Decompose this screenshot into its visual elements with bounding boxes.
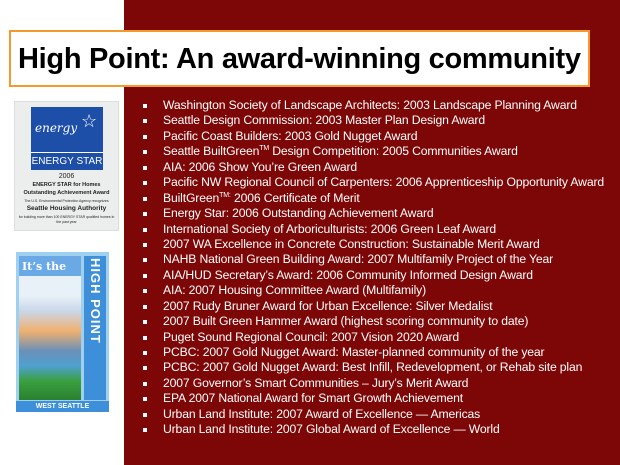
bullet-icon bbox=[143, 135, 147, 139]
award-text: Energy Star: 2006 Outstanding Achievement Award bbox=[163, 206, 434, 221]
award-text: Urban Land Institute: 2007 Global Award of Excellence — World bbox=[163, 422, 500, 437]
award-list-item bbox=[140, 345, 604, 360]
award-text: 2007 WA Excellence in Concrete Construction: Sustainable Merit Award bbox=[163, 236, 540, 251]
bullet-icon bbox=[143, 228, 147, 232]
energy-star-logo bbox=[31, 107, 103, 170]
bullet-icon bbox=[143, 258, 147, 262]
award-text: Urban Land Institute: 2007 Award of Excellence — Americas bbox=[163, 406, 481, 421]
award-year: 2006 bbox=[58, 173, 75, 180]
award-text: NAHB National Green Building Award: 2007 Multifamily Project of the Year bbox=[163, 252, 554, 267]
bullet-icon bbox=[143, 382, 147, 386]
award-text: 2007 Rudy Bruner Award for Urban Excellence: Silver Medalist bbox=[163, 298, 493, 313]
bullet-icon bbox=[143, 197, 147, 201]
award-list-item bbox=[140, 98, 604, 113]
award-text-pre: BuiltGreen bbox=[163, 190, 220, 205]
award-text: Seattle Design Commission: 2003 Master Plan Design Award bbox=[163, 113, 485, 128]
bullet-icon bbox=[143, 212, 147, 216]
award-line-1: ENERGY STAR for Homes bbox=[32, 182, 101, 188]
award-list-item bbox=[140, 144, 604, 159]
bullet-icon bbox=[143, 274, 147, 278]
award-list-item bbox=[140, 299, 604, 314]
bullet-icon bbox=[143, 104, 147, 108]
award-text: Pacific Coast Builders: 2003 Gold Nugget Award bbox=[163, 128, 418, 143]
bullet-icon bbox=[143, 336, 147, 340]
energy-star-award-image bbox=[14, 101, 119, 231]
award-text: AIA: 2006 Show You’re Green Award bbox=[163, 159, 358, 174]
high-point-vertical-text: HIGH POINT bbox=[88, 258, 103, 344]
bullet-icon bbox=[143, 351, 147, 355]
award-organization: Seattle Housing Authority bbox=[26, 205, 107, 212]
award-list-item bbox=[140, 191, 604, 206]
high-point-logo-image bbox=[16, 252, 109, 412]
energy-star-label: ENERGY STAR bbox=[31, 152, 103, 170]
award-text: AIA/HUD Secretary’s Award: 2006 Community Informed Design Award bbox=[163, 267, 533, 282]
award-list-item bbox=[140, 222, 604, 237]
award-text: 2007 Governor’s Smart Communities – Jury’s Merit Award bbox=[163, 375, 469, 390]
title-box bbox=[9, 30, 590, 87]
award-list-item bbox=[140, 314, 604, 329]
award-text: Pacific NW Regional Council of Carpenters: 2006 Apprenticeship Opportunity Award bbox=[163, 175, 604, 190]
award-text: PCBC: 2007 Gold Nugget Award: Master-planned community of the year bbox=[163, 345, 545, 359]
award-list-item bbox=[140, 376, 604, 391]
award-text-pre: Seattle BuiltGreen bbox=[163, 144, 260, 159]
bullet-icon bbox=[143, 150, 147, 154]
award-list-item bbox=[140, 268, 604, 283]
awards-list bbox=[140, 98, 604, 438]
award-text: EPA 2007 National Award for Smart Growth Achievement bbox=[163, 391, 463, 406]
award-text-sup: TM bbox=[259, 145, 270, 153]
award-list-item bbox=[140, 330, 604, 345]
award-list-item bbox=[140, 237, 604, 252]
award-list-item bbox=[140, 206, 604, 221]
award-text-sup: TM: bbox=[219, 191, 231, 199]
award-list-item bbox=[140, 113, 604, 128]
bullet-icon bbox=[143, 320, 147, 324]
award-small-text-2: for building more than 100 ENERGY STAR qualified homes in the past year bbox=[18, 215, 115, 224]
star-icon: ☆ bbox=[81, 111, 98, 131]
bullet-icon bbox=[143, 413, 147, 417]
bullet-icon bbox=[143, 305, 147, 309]
west-seattle-text: WEST SEATTLE bbox=[16, 401, 109, 412]
bullet-icon bbox=[143, 366, 147, 370]
award-list-item bbox=[140, 160, 604, 175]
seattle-illustration bbox=[19, 256, 81, 400]
award-list-item bbox=[140, 422, 604, 437]
award-text-post: Design Competition: 2005 Communities Award bbox=[269, 144, 518, 159]
award-list-item bbox=[140, 407, 604, 422]
award-list-item bbox=[140, 129, 604, 144]
award-list-item bbox=[140, 391, 604, 406]
award-text: Puget Sound Regional Council: 2007 Vision 2020 Award bbox=[163, 329, 459, 344]
award-list-item bbox=[140, 175, 604, 190]
award-list-item bbox=[140, 283, 604, 298]
bullet-icon bbox=[143, 428, 147, 432]
bullet-icon bbox=[143, 166, 147, 170]
bullet-icon bbox=[143, 181, 147, 185]
award-text-post: 2006 Certificate of Merit bbox=[230, 190, 360, 205]
bullet-icon bbox=[143, 119, 147, 123]
award-text: PCBC: 2007 Gold Nugget Award: Best Infill, Redevelopment, or Rehab site plan bbox=[163, 360, 583, 375]
award-small-text-1: The U.S. Environmental Protection Agency recognizes bbox=[24, 199, 109, 203]
energy-logo-word: energy bbox=[35, 121, 78, 135]
award-text: International Society of Arboriculturists: 2006 Green Leaf Award bbox=[163, 221, 496, 236]
award-list-item bbox=[140, 360, 604, 375]
bullet-icon bbox=[143, 289, 147, 293]
award-text: 2007 Built Green Hammer Award (highest scoring community to date) bbox=[163, 314, 529, 329]
award-text: Washington Society of Landscape Architects: 2003 Landscape Planning Award bbox=[163, 98, 577, 112]
award-line-2: Outstanding Achievement Award bbox=[23, 190, 110, 196]
award-text: AIA: 2007 Housing Committee Award (Multifamily) bbox=[163, 283, 426, 298]
bullet-icon bbox=[143, 243, 147, 247]
slide-title: High Point: An award-winning community bbox=[18, 43, 581, 75]
bullet-icon bbox=[143, 397, 147, 401]
award-list-item bbox=[140, 252, 604, 267]
its-the-text: It’s the bbox=[22, 260, 67, 273]
